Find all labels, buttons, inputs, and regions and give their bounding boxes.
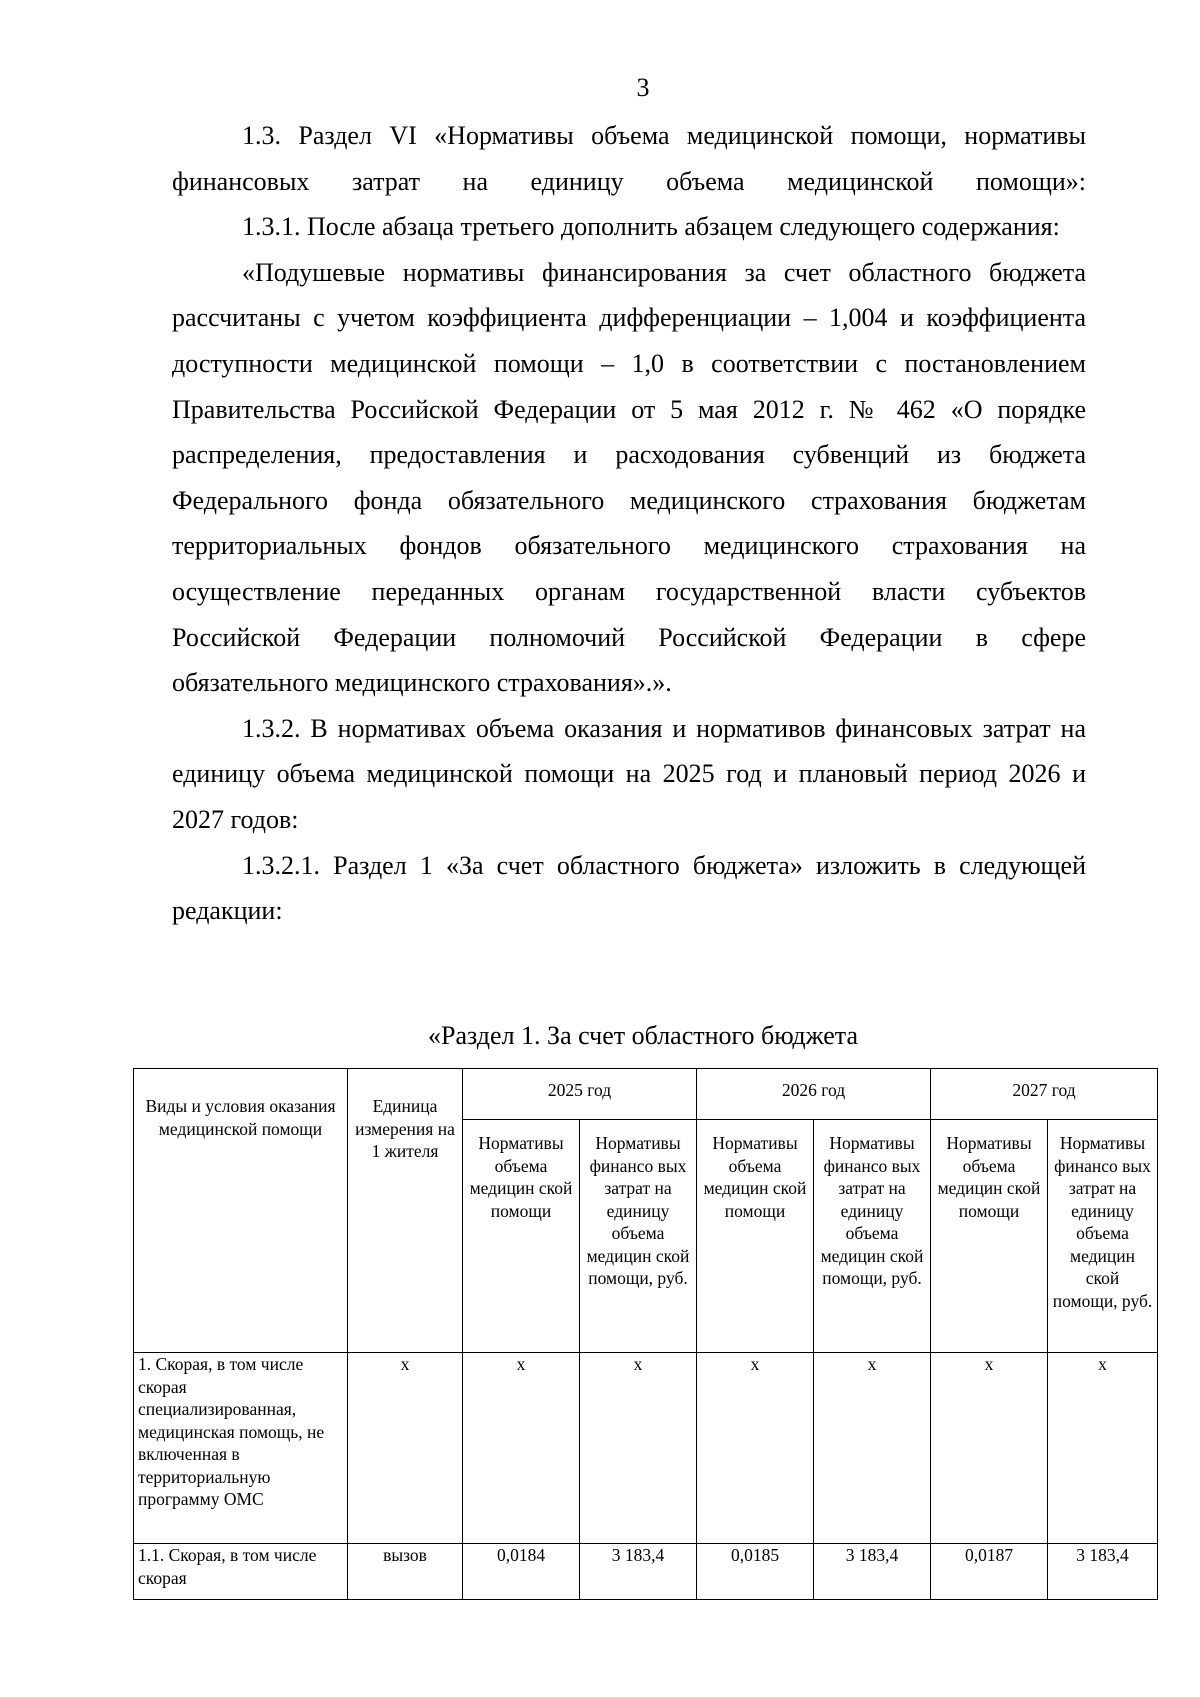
row-cost-2026: 3 183,4	[814, 1544, 931, 1600]
paragraph-1-3: 1.3. Раздел VI «Нормативы объема медицинской помощи, нормативы финансовых затрат на единицу объема медицинской помощи»:	[172, 121, 1086, 196]
norms-table	[133, 1068, 1158, 1600]
header-year-2025: 2025 год	[463, 1069, 697, 1120]
row-cost-2027: х	[1048, 1353, 1158, 1544]
header-unit: Единица измерения на 1 жителя	[348, 1069, 463, 1353]
row-cost-2027: 3 183,4	[1048, 1544, 1158, 1600]
row-unit: х	[348, 1353, 463, 1544]
page-number: 3	[636, 73, 650, 102]
document-body	[172, 113, 1086, 934]
table-row	[134, 1353, 1158, 1544]
paragraph-quote: «Подушевые нормативы финансирования за счет областного бюджета рассчитаны с учетом коэффициента дифференциации – 1,004 и коэффициента доступности медицинской помощи – 1,0 в соответствии с постановлением Правительства Российской Федерации от 5 мая 2012 г. № 462 «О порядке распределения, предоставления и расходования субвенций из бюджета Федерального фонда обязательного медицинского страхования бюджетам территориальных фондов обязательного медицинского страхования на осуществление переданных органам государственной власти субъектов Российской Федерации полномочий Российской Федерации в сфере обязательного медицинского страхования».».	[172, 257, 1086, 698]
row-unit: вызов	[348, 1544, 463, 1600]
row-cost-2025: 3 183,4	[580, 1544, 697, 1600]
row-volume-2026: 0,0185	[697, 1544, 814, 1600]
header-volume-2026: Нормативы объема медицин ской помощи	[697, 1120, 814, 1353]
row-volume-2025: 0,0184	[463, 1544, 580, 1600]
table-caption: «Раздел 1. За счет областного бюджета	[428, 1021, 858, 1050]
row-volume-2026: х	[697, 1353, 814, 1544]
header-volume-2025: Нормативы объема медицин ской помощи	[463, 1120, 580, 1353]
header-cost-2026: Нормативы финансо вых затрат на единицу объема медицин ской помощи, руб.	[814, 1120, 931, 1353]
header-year-2027: 2027 год	[931, 1069, 1158, 1120]
row-volume-2025: х	[463, 1353, 580, 1544]
row-cost-2026: х	[814, 1353, 931, 1544]
row-name: 1.1. Скорая, в том числе скорая	[134, 1544, 348, 1600]
row-volume-2027: 0,0187	[931, 1544, 1048, 1600]
row-cost-2025: х	[580, 1353, 697, 1544]
paragraph-1-3-1: 1.3.1. После абзаца третьего дополнить абзацем следующего содержания:	[242, 212, 1060, 242]
header-type: Виды и условия оказания медицинской помощи	[134, 1069, 348, 1353]
paragraph-1-3-2-1: 1.3.2.1. Раздел 1 «За счет областного бюджета» изложить в следующей редакции:	[172, 850, 1086, 926]
header-year-2026: 2026 год	[697, 1069, 931, 1120]
header-cost-2025: Нормативы финансо вых затрат на единицу объема медицин ской помощи, руб.	[580, 1120, 697, 1353]
table-row	[134, 1544, 1158, 1600]
header-cost-2027: Нормативы финансо вых затрат на единицу объема медицин ской помощи, руб.	[1048, 1120, 1158, 1353]
paragraph-1-3-2: 1.3.2. В нормативах объема оказания и нормативов финансовых затрат на единицу объема медицинской помощи на 2025 год и плановый период 2026 и 2027 годов:	[172, 713, 1086, 834]
row-volume-2027: х	[931, 1353, 1048, 1544]
row-name: 1. Скорая, в том числе скорая специализированная, медицинская помощь, не включенная в территориальную программу ОМС	[134, 1353, 348, 1544]
header-volume-2027: Нормативы объема медицин ской помощи	[931, 1120, 1048, 1353]
